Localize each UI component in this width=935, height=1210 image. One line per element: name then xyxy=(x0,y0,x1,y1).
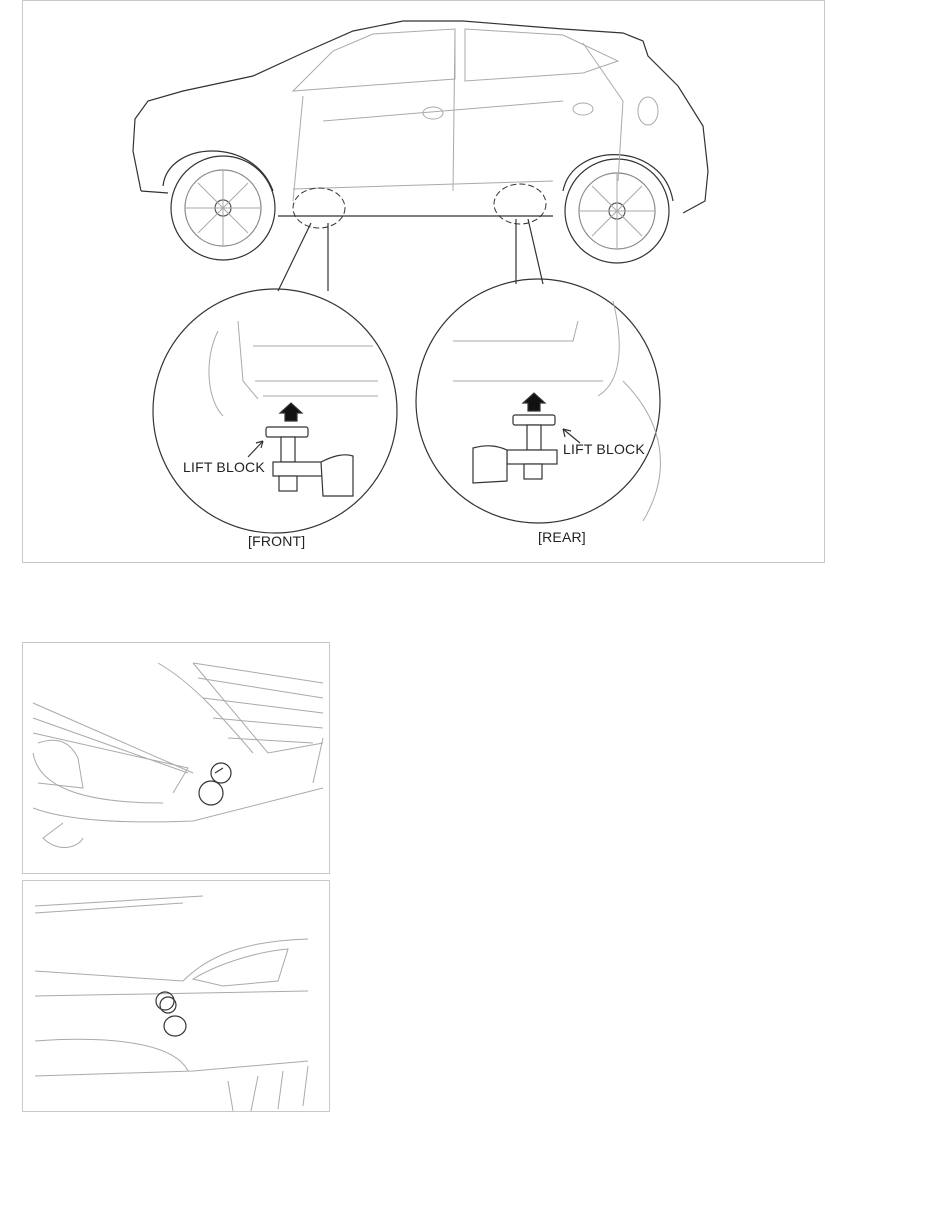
rear-towing-hook-figure xyxy=(22,880,330,1112)
rear-bumper-illustration xyxy=(23,881,331,1113)
vehicle-lift-points-figure xyxy=(22,0,825,563)
lift-block-label-rear: LIFT BLOCK xyxy=(563,441,645,457)
caption-rear: [REAR] xyxy=(538,529,586,545)
front-bumper-illustration xyxy=(23,643,331,875)
lift-block-label-front: LIFT BLOCK xyxy=(183,459,265,475)
caption-front: [FRONT] xyxy=(248,533,306,549)
front-towing-hook-figure xyxy=(22,642,330,874)
vehicle-side-illustration xyxy=(23,1,826,564)
